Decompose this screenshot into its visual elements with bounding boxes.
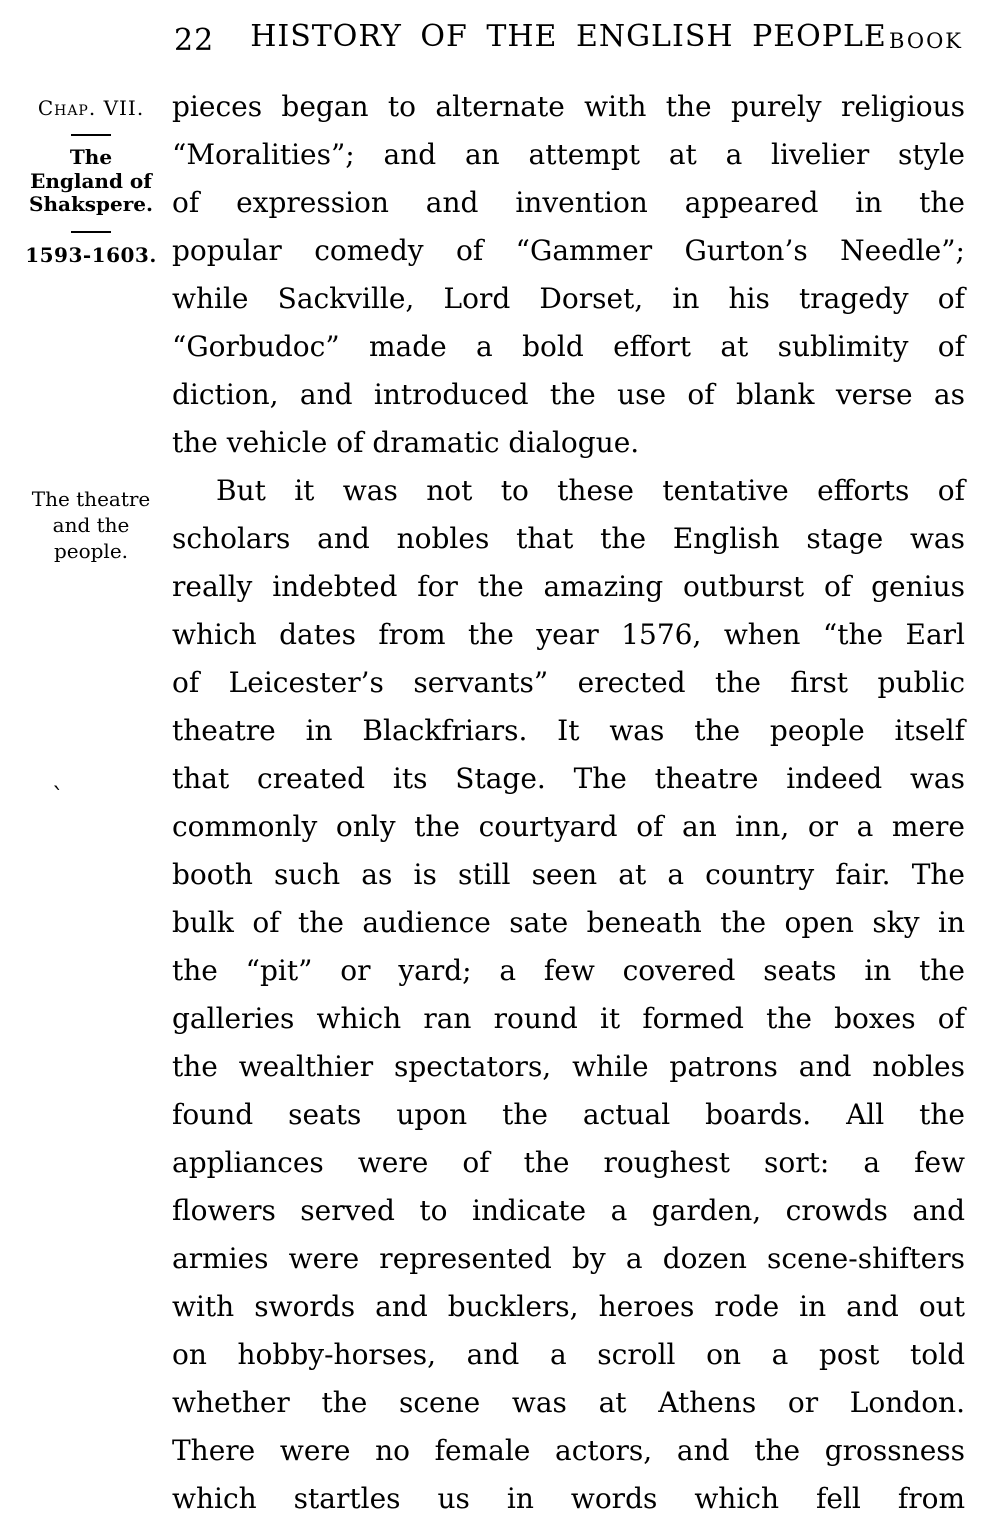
margin-notes-top — [15, 96, 167, 267]
text-line: pieces began to alternate with the purely religious — [172, 90, 965, 123]
text-line: diction, and introduced the use of blank verse as — [172, 378, 965, 411]
text-line: popular comedy of “Gammer Gurton’s Needle”; — [172, 234, 965, 267]
text-line: But it was not to these tentative efforts of — [216, 474, 965, 507]
text-line: the vehicle of dramatic dialogue. — [172, 426, 640, 459]
margin-note-line: The theatre — [31, 487, 151, 511]
text-line: while Sackville, Lord Dorset, in his tragedy of — [172, 282, 965, 315]
margin-rule — [71, 231, 111, 233]
text-line: appliances were of the roughest sort: a few — [172, 1146, 965, 1179]
text-line: booth such as is still seen at a country fair. The — [172, 858, 965, 891]
text-line: whether the scene was at Athens or London. — [172, 1386, 965, 1419]
margin-date-range: 1593-1603. — [25, 242, 157, 267]
margin-note-theatre — [15, 486, 167, 564]
margin-note-line: and the — [52, 513, 130, 537]
scan-artifact-mark: ` — [52, 783, 64, 811]
text-line: on hobby-horses, and a scroll on a post told — [172, 1338, 965, 1371]
text-line: which startles us in words which fell from — [172, 1482, 965, 1515]
text-line: theatre in Blackfriars. It was the people itself — [172, 714, 965, 747]
text-line: the “pit” or yard; a few covered seats in the — [172, 954, 965, 987]
margin-note-line: people. — [53, 539, 129, 563]
text-line: of expression and invention appeared in the — [172, 186, 965, 219]
text-line: the wealthier spectators, while patrons and nobles — [172, 1050, 965, 1083]
body-text — [172, 83, 965, 1523]
text-line: “Moralities”; and an attempt at a livelier style — [172, 138, 965, 171]
text-line: flowers served to indicate a garden, crowds and — [172, 1194, 965, 1227]
text-line: that created its Stage. The theatre indeed was — [172, 762, 965, 795]
margin-section-line: Shakspere. — [29, 192, 153, 216]
margin-section-line: The — [69, 145, 113, 169]
text-line: found seats upon the actual boards. All the — [172, 1098, 965, 1131]
margin-rule — [71, 134, 111, 136]
text-line: scholars and nobles that the English stage was — [172, 522, 965, 555]
page-number: 22 — [174, 23, 215, 58]
running-title: HISTORY OF THE ENGLISH PEOPLE — [250, 19, 887, 54]
text-line: which dates from the year 1576, when “the Earl — [172, 618, 965, 651]
text-line: There were no female actors, and the grossness — [172, 1434, 965, 1467]
margin-chapter: Chap. VII. — [37, 96, 145, 120]
text-line: commonly only the courtyard of an inn, or a mere — [172, 810, 965, 843]
margin-section-line: England of — [30, 168, 152, 193]
text-line: galleries which ran round it formed the boxes of — [172, 1002, 965, 1035]
text-line: bulk of the audience sate beneath the open sky in — [172, 906, 965, 939]
text-line: with swords and bucklers, heroes rode in and out — [172, 1290, 965, 1323]
text-line: armies were represented by a dozen scene-shifters — [172, 1242, 965, 1275]
text-line: really indebted for the amazing outburst of genius — [172, 570, 965, 603]
text-line: “Gorbudoc” made a bold effort at sublimity of — [172, 330, 965, 363]
text-line: of Leicester’s servants” erected the first public — [172, 666, 965, 699]
header-book-label: BOOK — [889, 29, 963, 53]
page-header — [172, 16, 965, 66]
